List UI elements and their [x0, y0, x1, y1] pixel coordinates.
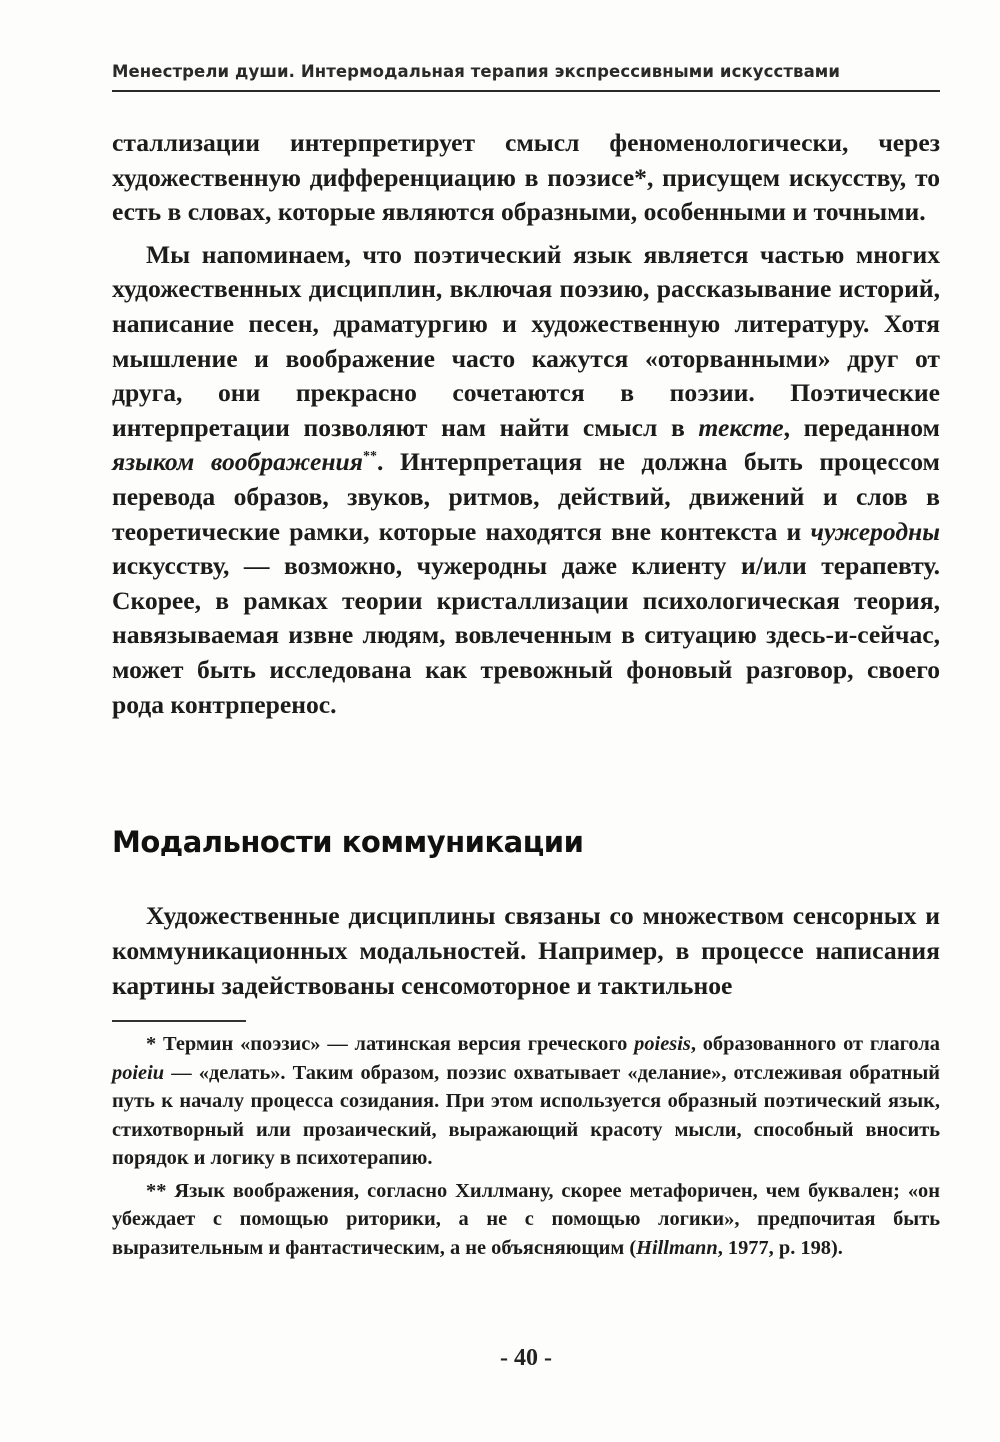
- italic-text: тексте: [698, 412, 784, 442]
- section-text: [112, 898, 940, 1003]
- footnote-2: [112, 1177, 940, 1263]
- page-number: - 40 -: [500, 1345, 552, 1371]
- footnote-2-part-c: , 1977, p. 198).: [717, 1236, 843, 1259]
- header-rule: [112, 90, 940, 92]
- paragraph-2-part-f: . Интерпретация не должна быть процессом перевода образов, звуков, ритмов, действий, движений и слов в теоретические рамки, которые находятся вне контекста и: [112, 447, 940, 546]
- italic-text: poiesis: [634, 1033, 691, 1055]
- book-page: [112, 0, 940, 1442]
- footnote-2-part-a: ** Язык воображения, согласно Хиллману, скорее метафоричен, чем буквален; «он убеждает с помощью риторики, а не с помощью логики», предпочитая быть выразительным и фантастическим, а не объясняющим (: [112, 1179, 940, 1259]
- footnotes: [112, 1030, 940, 1262]
- italic-text: poieiu: [112, 1061, 165, 1084]
- footnote-1-part-a: * Термин «поэзис» — латинская версия греческого: [146, 1033, 635, 1055]
- italic-text: чужеродны: [810, 516, 940, 546]
- paragraph-2-part-h: искусству, — возможно, чужеродны даже клиенту и/или терапевту. Скорее, в рамках теории кристаллизации психологическая теория, навязываемая извне людям, вовлеченным в ситуацию здесь-и-сейчас, может быть исследована как тревожный фоновый разговор, своего рода контрперенос.: [112, 551, 940, 719]
- italic-text: языком воображения: [112, 447, 363, 477]
- footnote-1-part-e: — «делать». Таким образом, поэзис охватывает «делание», отслеживая обратный путь к началу процесса созидания. При этом используется образный поэтический язык, стихотворный или прозаический, выражающий красоту мысли, способный вносить порядок и логику в психотерапию.: [112, 1061, 940, 1169]
- footnote-1: [112, 1030, 940, 1173]
- footnote-1-part-c: , образованного от глагола: [690, 1033, 940, 1055]
- footnote-rule: [112, 1020, 246, 1022]
- paragraph-2: [112, 238, 940, 722]
- section-heading: Модальности коммуникации: [112, 825, 584, 859]
- section-paragraph: Художественные дисциплины связаны со множеством сенсорных и коммуникационных модальностей. Например, в процессе написания картины задействованы сенсомоторное и тактильное: [112, 901, 940, 1000]
- paragraph-2-part-a: Мы напоминаем, что поэтический язык является частью многих художественных дисциплин, включая поэзию, рассказывание историй, написание песен, драматургию и художественную литературу. Хотя мышление и воображение часто кажутся «оторванными» друг от друга, они прекрасно сочетаются в поэзии. Поэтические интерпретации позволяют нам найти смысл в: [112, 239, 940, 442]
- paragraph-2-part-c: , переданном: [783, 412, 940, 442]
- running-header: Менестрели души. Интермодальная терапия экспрессивными искусствами: [112, 62, 841, 81]
- body-text: [112, 126, 940, 722]
- paragraph-1: сталлизации интерпретирует смысл феноменологически, через художественную дифференциацию в поэзисе*, присущем искусству, то есть в словах, которые являются образными, особенными и точными.: [112, 128, 940, 227]
- italic-text: Hillmann: [636, 1236, 718, 1259]
- footnote-marker: **: [362, 449, 377, 465]
